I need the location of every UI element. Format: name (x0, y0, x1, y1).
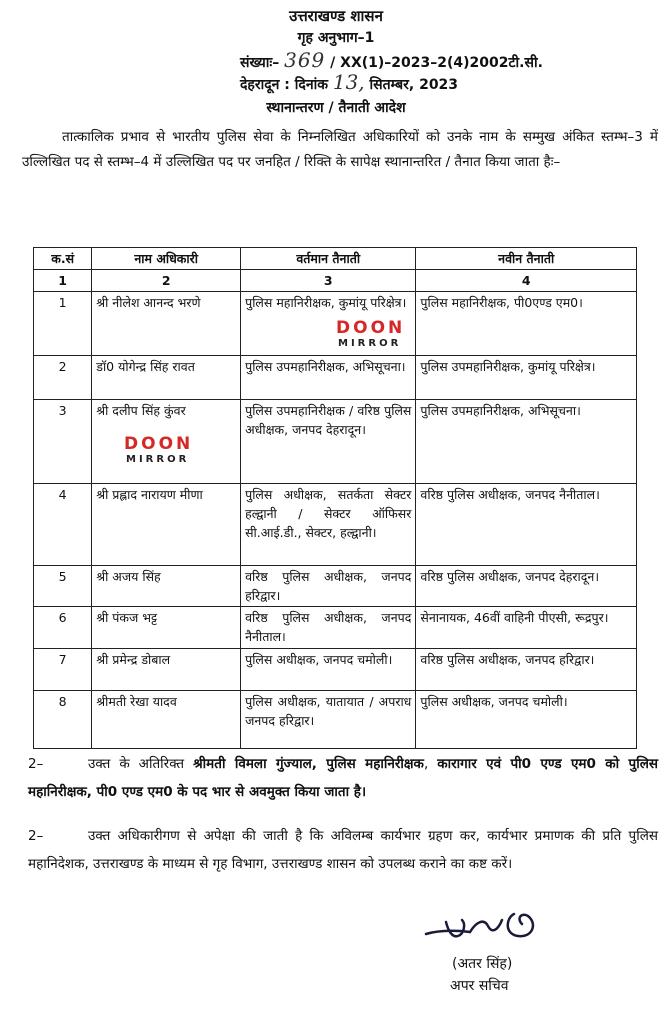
para3-text: उक्त अधिकारीगण से अपेक्षा की जाती है कि अविलम्ब कार्यभार ग्रहण कर, कार्यभार प्रमाणक की प्रति पुलिस महानिदेशक, उत्तराखण्ड के माध्यम से गृह विभाग, उत्तराखण्ड शासन को उपलब्ध कराने का कष्ट करें। (28, 828, 658, 872)
row-new-post: वरिष्ठ पुलिस अधीक्षक, जनपद देहरादून। (416, 566, 637, 607)
para-number: 2– (28, 828, 44, 844)
row-new-post: पुलिस उपमहानिरीक्षक, अभिसूचना। (416, 400, 637, 484)
transfer-table (33, 247, 637, 749)
row-new-post: पुलिस उपमहानिरीक्षक, कुमांयू परिक्षेत्र। (416, 356, 637, 400)
row-name: श्री नीलेश आनन्द भरणे (92, 292, 241, 356)
order-subject: स्थानान्तरण / तैनाती आदेश (266, 100, 406, 116)
paragraph-2 (28, 750, 658, 806)
row-current-post: वरिष्ठ पुलिस अधीक्षक, जनपद हरिद्वार। (241, 566, 416, 607)
watermark-mirror: MIRROR (338, 338, 402, 349)
row-new-post: सेनानायक, 46वीं वाहिनी पीएसी, रूद्रपुर। (416, 607, 637, 649)
col-number: 4 (416, 270, 637, 292)
para-number: 2– (28, 756, 44, 772)
row-name: श्रीमती रेखा यादव (92, 691, 241, 749)
header-new-post: नवीन तैनाती (416, 248, 637, 270)
row-name: श्री दलीप सिंह कुंवर (92, 400, 241, 484)
number-suffix: / XX(1)–2023–2(4)2002टी.सी. (330, 55, 543, 71)
department-title: गृह अनुभाग–1 (297, 30, 375, 46)
handwritten-signature (418, 900, 558, 950)
row-current-post: पुलिस अधीक्षक, जनपद चमोली। (241, 649, 416, 691)
watermark-doon: DOON (124, 434, 194, 454)
row-sno: 5 (34, 566, 92, 607)
para2-text-a: उक्त के अतिरिक्त (88, 756, 194, 772)
signatory-designation: अपर सचिव (450, 978, 509, 994)
row-name: श्री प्रमेन्द्र डोबाल (92, 649, 241, 691)
header-current-post: वर्तमान तैनाती (241, 248, 416, 270)
row-current-post: पुलिस महानिरीक्षक, कुमांयू परिक्षेत्र। (241, 292, 416, 356)
row-sno: 3 (34, 400, 92, 484)
row-new-post: पुलिस अधीक्षक, जनपद चमोली। (416, 691, 637, 749)
doon-mirror-watermark (124, 436, 193, 468)
row-current-post: पुलिस अधीक्षक, सतर्कता सेक्टर हल्द्वानी / सेक्टर ऑफिसर सी.आई.डी., सेक्टर, हल्द्वानी। (241, 484, 416, 566)
header-sno: क.सं (34, 248, 92, 270)
header-name: नाम अधिकारी (92, 248, 241, 270)
order-date (240, 70, 458, 94)
para2-bold-rest: कारागार एवं पी0 एण्ड एम0 को पुलिस महानिरीक्षक, पी0 एण्ड एम0 के पद भार से अवमुक्त किया जाता है। (28, 756, 658, 800)
table-row (34, 356, 637, 400)
row-current-post: वरिष्ठ पुलिस अधीक्षक, जनपद नैनीताल। (241, 607, 416, 649)
watermark-mirror: MIRROR (126, 454, 190, 465)
col-number: 1 (34, 270, 92, 292)
date-prefix: देहरादून : दिनांक (240, 77, 328, 93)
row-sno: 2 (34, 356, 92, 400)
table-row (34, 649, 637, 691)
signatory-name: (अतर सिंह) (452, 956, 513, 972)
intro-paragraph: तात्कालिक प्रभाव से भारतीय पुलिस सेवा के निम्नलिखित अधिकारियों को उनके नाम के सम्मुख अंकित स्तम्भ–3 में उल्लिखित पद से स्तम्भ–4 में उल्लिखित पद पर जनहित / रिक्ति के सापेक्ष स्थानान्तरित / तैनात किया जाता हैः– (22, 129, 658, 170)
column-number-row (34, 270, 637, 292)
order-number (240, 48, 543, 72)
handwritten-date: 13, (332, 70, 365, 94)
row-sno: 4 (34, 484, 92, 566)
col-number: 2 (92, 270, 241, 292)
table-row (34, 607, 637, 649)
row-name: डॉ0 योगेन्द्र सिंह रावत (92, 356, 241, 400)
paragraph-3 (28, 822, 658, 878)
table-row (34, 292, 637, 356)
watermark-doon: DOON (336, 318, 406, 338)
col-number: 3 (241, 270, 416, 292)
para2-bold-name: श्रीमती विमला गुंज्याल, पुलिस महानिरीक्षक (193, 756, 424, 772)
row-new-post: पुलिस महानिरीक्षक, पी0एण्ड एम0। (416, 292, 637, 356)
para2-text-b: , (423, 756, 438, 772)
table-row (34, 691, 637, 749)
govt-title: उत्तराखण्ड शासन (289, 7, 383, 25)
row-name: श्री अजय सिंह (92, 566, 241, 607)
date-suffix: सितम्बर, 2023 (369, 77, 459, 93)
table-row (34, 566, 637, 607)
row-sno: 1 (34, 292, 92, 356)
number-prefix: संख्याः– (240, 55, 280, 71)
table-row (34, 484, 637, 566)
row-name: श्री पंकज भट्ट (92, 607, 241, 649)
table-header-row (34, 248, 637, 270)
handwritten-number: 369 (284, 48, 326, 72)
row-new-post: वरिष्ठ पुलिस अधीक्षक, जनपद नैनीताल। (416, 484, 637, 566)
row-current-post: पुलिस अधीक्षक, यातायात / अपराध जनपद हरिद्वार। (241, 691, 416, 749)
row-current-post: पुलिस उपमहानिरीक्षक / वरिष्ठ पुलिस अधीक्षक, जनपद देहरादून। (241, 400, 416, 484)
row-new-post: वरिष्ठ पुलिस अधीक्षक, जनपद हरिद्वार। (416, 649, 637, 691)
row-current-post: पुलिस उपमहानिरीक्षक, अभिसूचना। (241, 356, 416, 400)
doon-mirror-watermark (336, 320, 405, 352)
row-sno: 7 (34, 649, 92, 691)
row-sno: 6 (34, 607, 92, 649)
row-name: श्री प्रह्लाद नारायण मीणा (92, 484, 241, 566)
row-sno: 8 (34, 691, 92, 749)
